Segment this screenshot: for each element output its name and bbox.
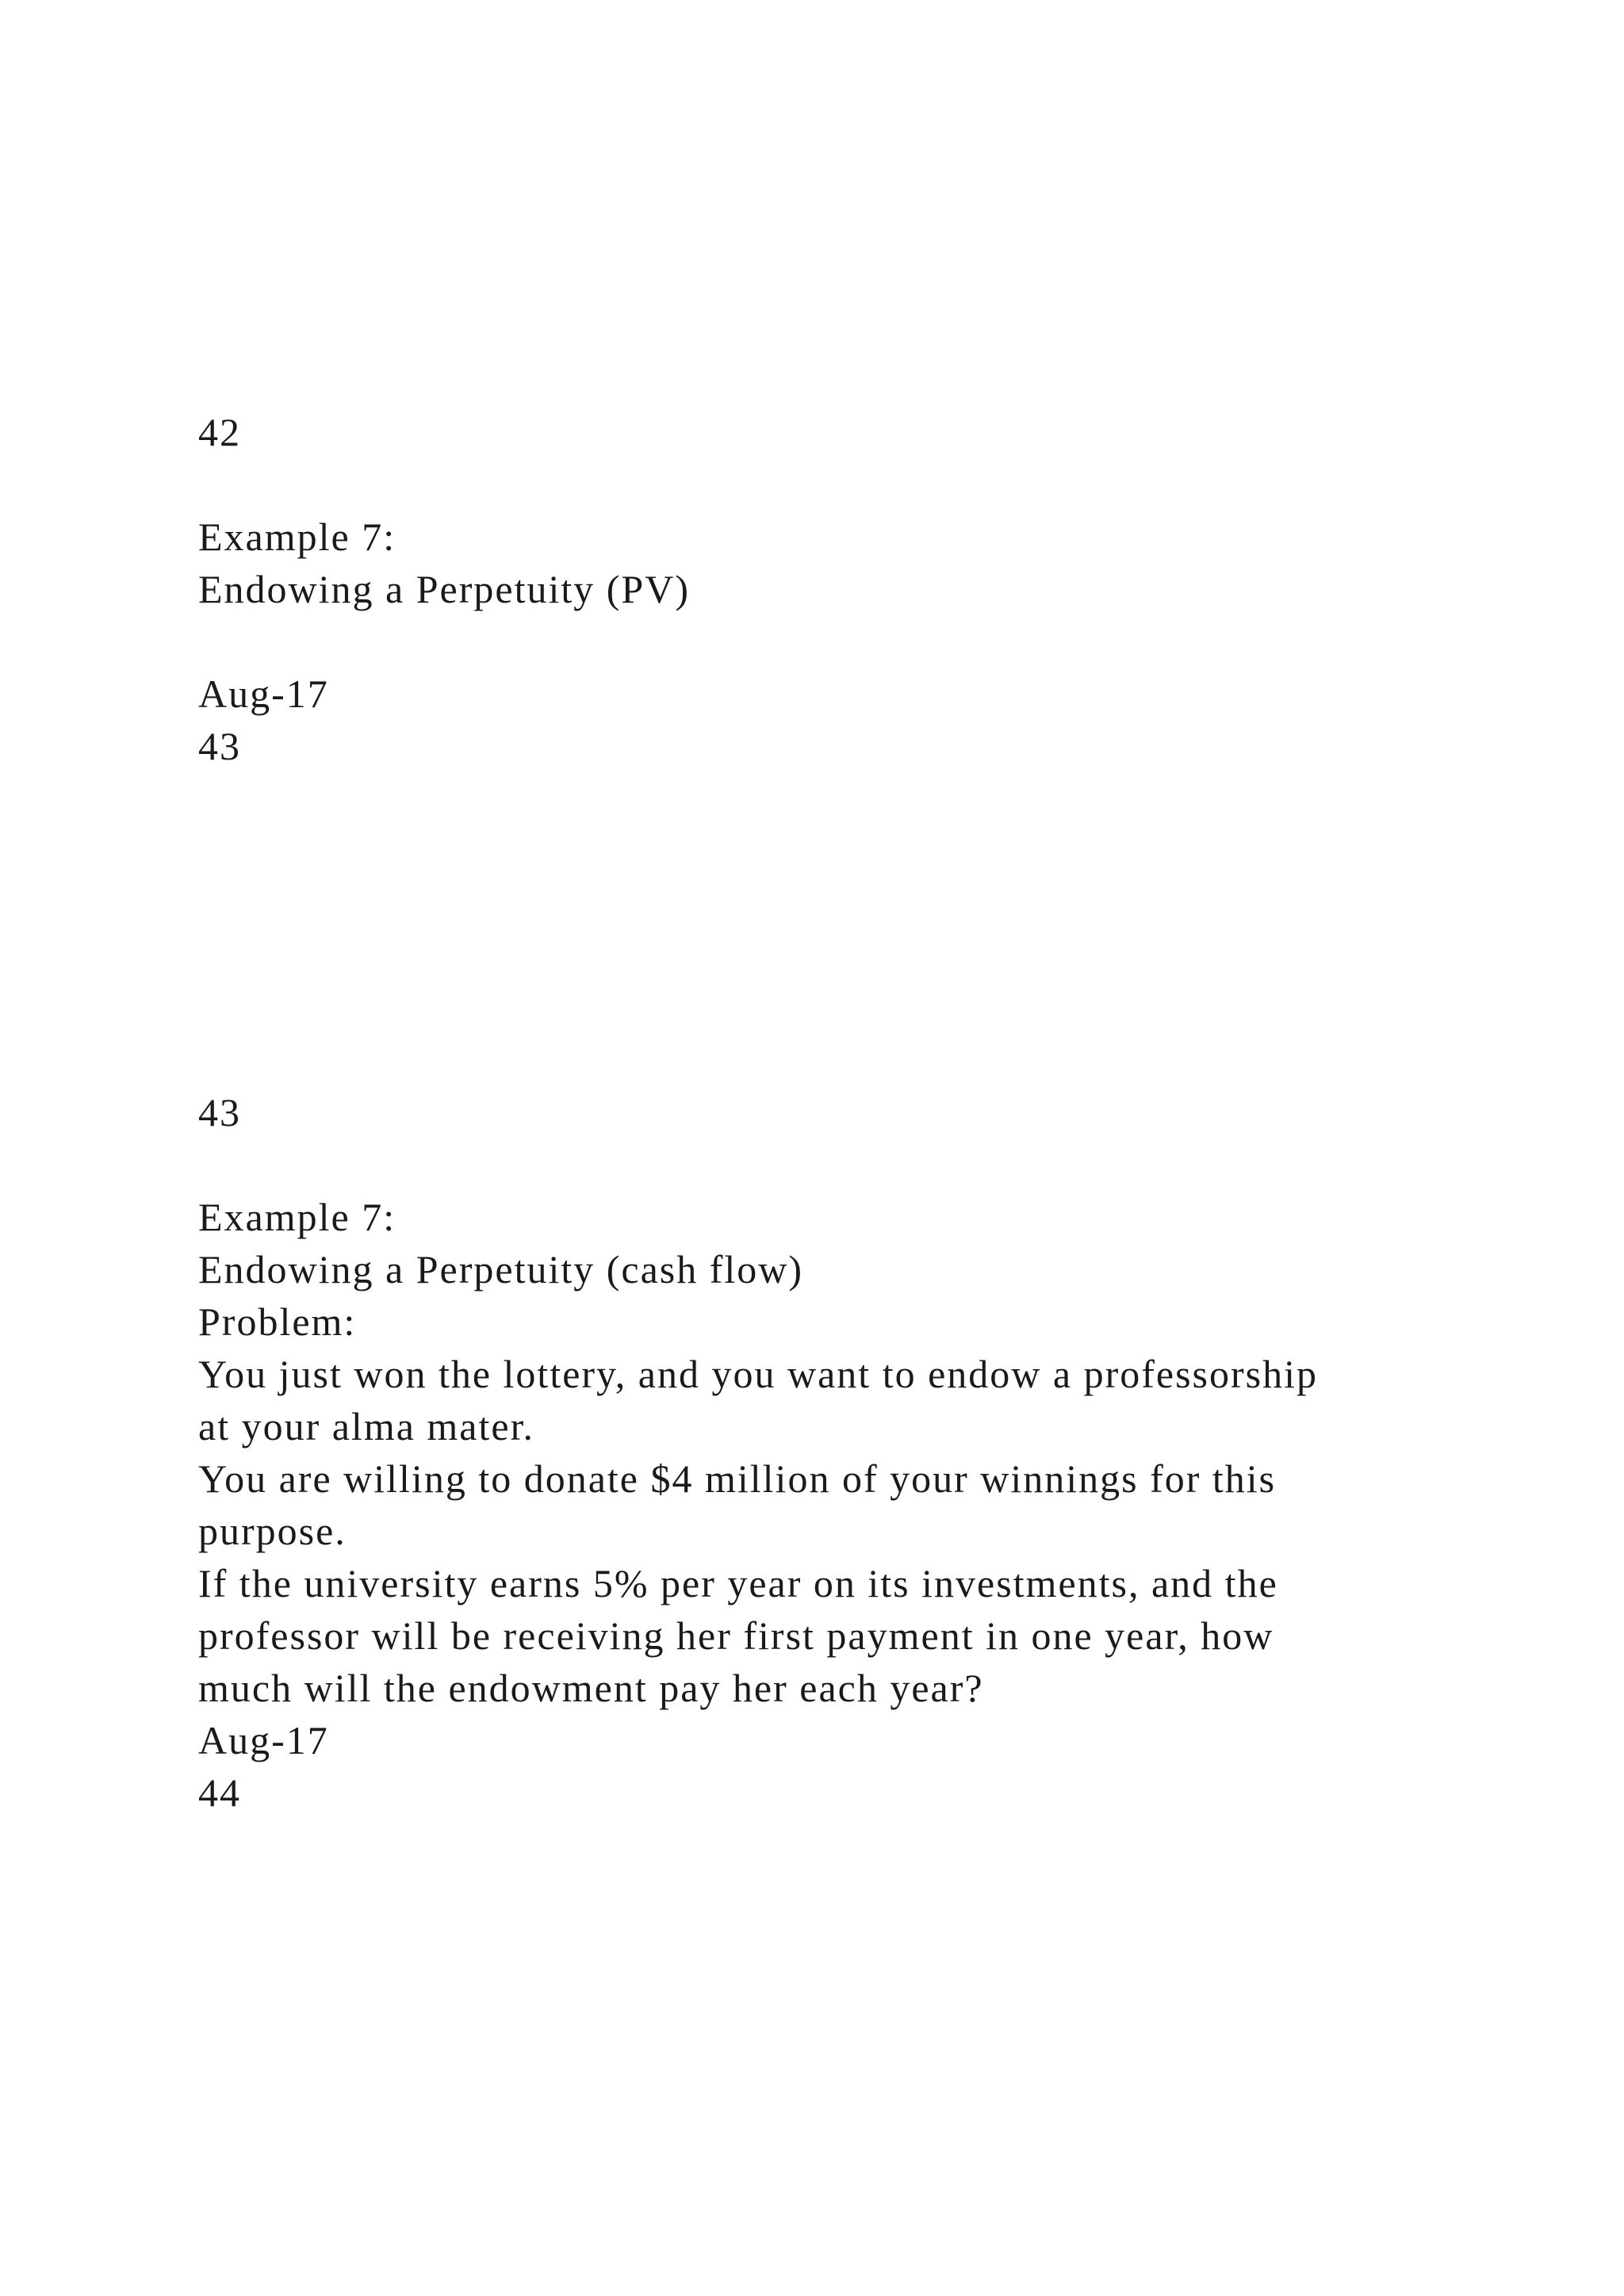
problem-text-line: purpose. [198, 1509, 347, 1553]
problem-text-line: professor will be receiving her first payment in one year, how [198, 1613, 1274, 1658]
example-heading: Example 7: [198, 515, 396, 559]
problem-text-line: You are willing to donate $4 million of your winnings for this [198, 1456, 1277, 1501]
problem-text-line: at your alma mater. [198, 1404, 534, 1448]
footer-date: Aug-17 [198, 672, 329, 716]
example-title: Endowing a Perpetuity (PV) [198, 567, 690, 611]
example-title: Endowing a Perpetuity (cash flow) [198, 1247, 804, 1292]
problem-text-line: much will the endowment pay her each year? [198, 1666, 984, 1710]
problem-text-line: If the university earns 5% per year on its investments, and the [198, 1561, 1278, 1605]
page-number: 43 [198, 1090, 241, 1135]
footer-date: Aug-17 [198, 1718, 329, 1762]
problem-label: Problem: [198, 1299, 357, 1344]
example-heading: Example 7: [198, 1195, 396, 1239]
footer-page-number: 43 [198, 724, 241, 768]
page-number: 42 [198, 410, 241, 454]
problem-text-line: You just won the lottery, and you want to endow a professorship [198, 1352, 1318, 1396]
footer-page-number: 44 [198, 1770, 241, 1815]
